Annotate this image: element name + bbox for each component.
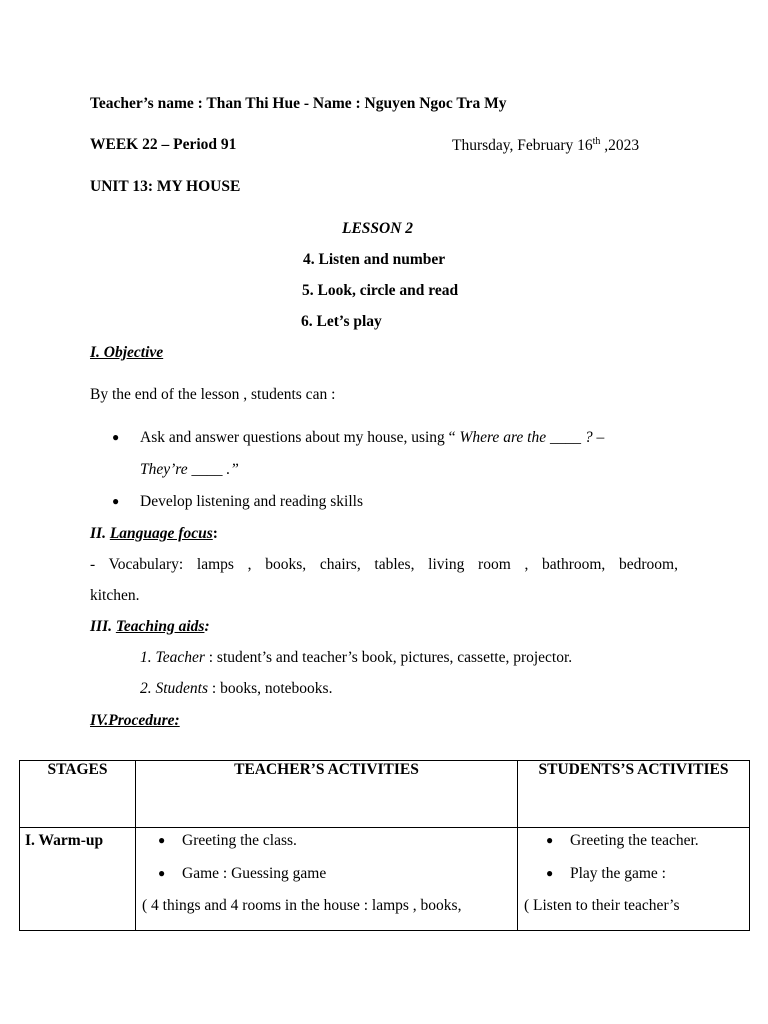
teaching-aid-teacher: [140, 649, 572, 667]
objective-bullet-1-continued: They’re ____ .”: [140, 461, 239, 478]
vocabulary-line-1: - Vocabulary: lamps , books, chairs, tables, living room , bathroom, bedroom,: [90, 556, 678, 573]
table-row: [20, 828, 750, 931]
date-superscript: th: [592, 136, 601, 147]
heading-colon: :: [212, 525, 218, 542]
vocabulary-line-2: kitchen.: [90, 587, 140, 604]
bullet-text: Play the game :: [570, 865, 666, 882]
date-year: ,2023: [600, 137, 640, 155]
procedure-table: [19, 760, 750, 931]
teacher-activities-cell: [136, 828, 518, 931]
lesson-date: [452, 136, 639, 155]
heading-text: Teaching aids: [115, 618, 205, 635]
date-text: Thursday, February 16: [452, 137, 593, 155]
aid-text: : books, notebooks.: [208, 680, 333, 697]
teacher-bullet-1: [158, 832, 297, 850]
objective-intro: By the end of the lesson , students can :: [90, 386, 336, 403]
unit-title: UNIT 13: MY HOUSE: [90, 178, 241, 195]
student-bullet-1: [546, 832, 699, 850]
lesson-item-2: 5. Look, circle and read: [302, 282, 459, 299]
bullet-icon: ●: [112, 430, 120, 444]
lesson-item-1: 4. Listen and number: [303, 251, 446, 268]
bullet-text: Game : Guessing game: [182, 865, 327, 882]
bullet-icon: ●: [158, 833, 166, 847]
student-bullet-2: [546, 865, 666, 883]
bullet-icon: ●: [112, 494, 120, 508]
objective-bullet-2: [112, 493, 363, 511]
teacher-bullet-2: [158, 865, 326, 883]
bullet-icon: ●: [158, 866, 166, 880]
bullet-text: Greeting the teacher.: [570, 832, 699, 849]
lesson-item-3: 6. Let’s play: [301, 313, 382, 330]
bullet-icon: ●: [546, 833, 554, 847]
stage-label: I. Warm-up: [25, 832, 104, 849]
bullet-text: Develop listening and reading skills: [140, 493, 363, 510]
aid-text: : student’s and teacher’s book, pictures, cassette, projector.: [204, 649, 573, 666]
heading-prefix: III.: [90, 618, 116, 635]
bullet-icon: ●: [546, 866, 554, 880]
procedure-heading: IV.Procedure:: [90, 712, 180, 729]
heading-prefix: II.: [90, 525, 110, 542]
header-teacher-activities: TEACHER’S ACTIVITIES: [136, 761, 518, 828]
bullet-italic-text: Where are the ____ ? –: [459, 429, 605, 446]
bullet-text: Greeting the class.: [182, 832, 297, 849]
teacher-note: ( 4 things and 4 rooms in the house : lamps , books,: [142, 897, 462, 914]
aid-label: 2. Students: [140, 680, 209, 697]
teaching-aid-students: [140, 680, 332, 698]
heading-text: Language focus: [109, 525, 213, 542]
week-period: WEEK 22 – Period 91: [90, 136, 237, 153]
header-student-activities: STUDENTS’S ACTIVITIES: [518, 761, 750, 828]
header-stages: STAGES: [20, 761, 136, 828]
stage-cell: [20, 828, 136, 931]
student-note: ( Listen to their teacher’s: [524, 897, 680, 914]
bullet-text: Ask and answer questions about my house, using “: [140, 429, 460, 446]
student-activities-cell: [518, 828, 750, 931]
table-header-row: [20, 761, 750, 828]
teacher-name-line: Teacher’s name : Than Thi Hue - Name : Nguyen Ngoc Tra My: [90, 95, 507, 112]
teaching-aids-heading: [90, 618, 210, 636]
heading-colon: :: [204, 618, 210, 635]
objective-heading: I. Objective: [90, 344, 164, 361]
lesson-title: LESSON 2: [342, 220, 414, 237]
objective-bullet-1: [112, 429, 604, 447]
aid-label: 1. Teacher: [140, 649, 205, 666]
language-focus-heading: [90, 525, 218, 543]
